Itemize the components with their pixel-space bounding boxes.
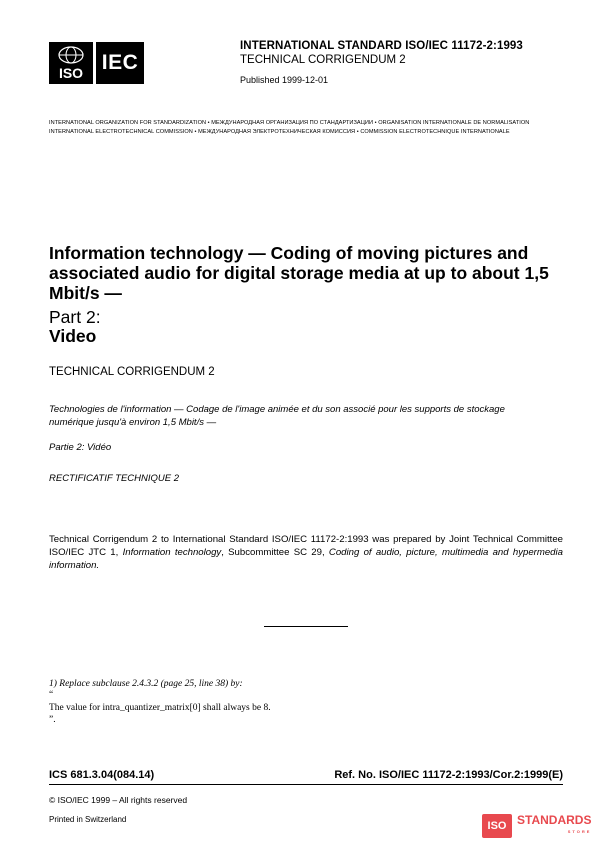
iso-logo (49, 42, 93, 84)
org-line-1: INTERNATIONAL ORGANIZATION FOR STANDARDIZATION • МЕЖДУНАРОДНАЯ ОРГАНИЗАЦИЯ ПО СТАНДАРТИЗАЦИИ • ORGANISATION INTERNATIONALE DE NORMALISATION (49, 120, 530, 126)
watermark-text (517, 814, 591, 838)
document-title: Information technology — Coding of moving pictures and associated audio for digital storage media at up to about 1,5 Mbit/s — (49, 243, 549, 303)
correction-item: 1) Replace subclause 2.4.3.2 (page 25, line 38) by: (49, 679, 243, 689)
intro-paragraph (49, 533, 563, 572)
watermark-badge: ISO (482, 814, 512, 838)
standard-title: INTERNATIONAL STANDARD ISO/IEC 11172-2:1993 (240, 40, 523, 52)
watermark-title: STANDARDS (517, 813, 592, 827)
open-quote: “ (49, 690, 54, 700)
tc-label: TECHNICAL CORRIGENDUM 2 (49, 366, 215, 378)
correction-text: The value for intra_quantizer_matrix[0] shall always be 8. (49, 703, 271, 713)
svg-text:ISO: ISO (58, 65, 84, 81)
french-part: Partie 2: Vidéo (49, 442, 112, 453)
iec-logo-text: IEC (101, 51, 139, 74)
intro-text-start: Technical Corrigendum 2 to International Standard ISO/IEC 11172-2:1993 was prepared by Joint Technical Committee ISO/IEC JTC 1, (49, 534, 563, 558)
published-date: Published 1999-12-01 (240, 75, 329, 85)
iso-globe-icon (49, 42, 93, 84)
ics-code: ICS 681.3.04(084.14) (49, 769, 155, 781)
standards-store-watermark (482, 814, 591, 838)
footer-rule (49, 784, 563, 785)
iec-logo (96, 42, 144, 84)
close-quote: ”. (49, 715, 56, 725)
part-label: Part 2: (49, 307, 101, 327)
intro-text-mid: , Subcommittee SC 29, (221, 547, 329, 558)
org-line-2: INTERNATIONAL ELECTROTECHNICAL COMMISSION • МЕЖДУНАРОДНАЯ ЭЛЕКТРОТЕХНИЧЕСКАЯ КОМИССИЯ • COMMISSION ELECTROTECHNIQUE INTERNATIONALE (49, 129, 510, 135)
french-tc: RECTIFICATIF TECHNIQUE 2 (49, 473, 180, 484)
committee-name: Information technology (122, 547, 222, 558)
french-title: Technologies de l'information — Codage de l'image animée et du son associé pour les supports de stockage numérique jusqu'à environ 1,5 Mbit/s — (49, 404, 505, 428)
printed-in: Printed in Switzerland (49, 815, 127, 824)
corrigendum-label: TECHNICAL CORRIGENDUM 2 (240, 54, 406, 66)
subcommittee-name: Coding of audio, picture, multimedia and hypermedia information. (49, 547, 563, 571)
watermark-sub: STORE (567, 829, 592, 834)
separator-rule (264, 626, 348, 627)
part-name: Video (49, 326, 97, 346)
copyright: © ISO/IEC 1999 – All rights reserved (49, 795, 188, 805)
reference-number: Ref. No. ISO/IEC 11172-2:1993/Cor.2:1999(E) (334, 769, 563, 781)
